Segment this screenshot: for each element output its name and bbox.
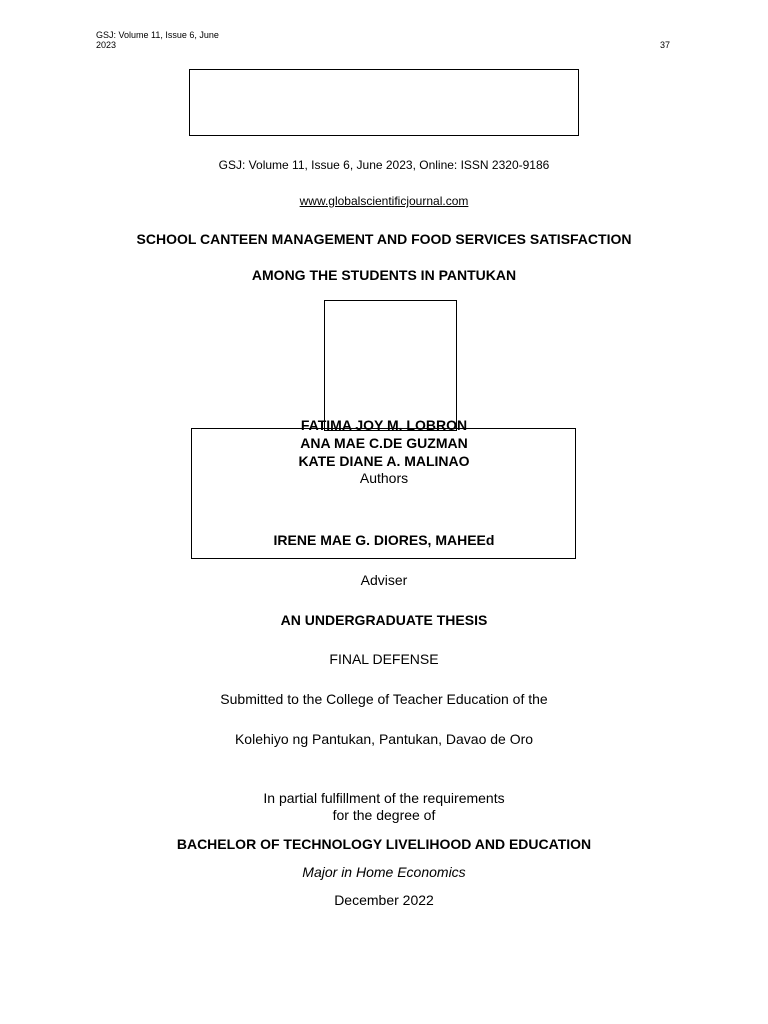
journal-website-link[interactable]: www.globalscientificjournal.com <box>299 194 469 208</box>
thesis-date: December 2022 <box>334 892 434 908</box>
authors-label: Authors <box>359 470 409 486</box>
title-line-2: AMONG THE STUDENTS IN PANTUKAN <box>251 267 517 283</box>
page-number-text: 37 <box>660 40 671 50</box>
author-name: ANA MAE C.DE GUZMAN <box>300 435 468 451</box>
journal-citation: GSJ: Volume 11, Issue 6, June 2023, Online: ISSN 2320-9186 <box>218 158 550 172</box>
author-list <box>0 416 768 470</box>
journal-website[interactable] <box>0 194 768 208</box>
author-name: KATE DIANE A. MALINAO <box>298 453 470 469</box>
fulfillment-line-1: In partial fulfillment of the requirements <box>263 790 505 806</box>
fulfillment-line-2: for the degree of <box>332 807 436 823</box>
running-header-year <box>96 40 117 50</box>
running-header-journal: GSJ: Volume 11, Issue 6, June <box>96 30 219 40</box>
running-header-year-text: 2023 <box>96 40 117 50</box>
logo-placeholder-box <box>189 69 579 136</box>
degree: BACHELOR OF TECHNOLOGY LIVELIHOOD AND EDUCATION <box>176 836 592 852</box>
title-line-1: SCHOOL CANTEEN MANAGEMENT AND FOOD SERVICES SATISFACTION <box>136 231 632 247</box>
thesis-stage: FINAL DEFENSE <box>329 651 439 667</box>
adviser-name: IRENE MAE G. DIORES, MAHEEd <box>273 532 495 548</box>
major: Major in Home Economics <box>302 864 466 880</box>
author-name: FATIMA JOY M. LOBRON <box>300 417 468 433</box>
submitted-to: Submitted to the College of Teacher Education of the <box>220 691 548 707</box>
image-placeholder-box <box>324 300 457 431</box>
thesis-type: AN UNDERGRADUATE THESIS <box>280 612 488 628</box>
page-number <box>660 40 671 50</box>
adviser-label: Adviser <box>360 572 408 588</box>
institution: Kolehiyo ng Pantukan, Pantukan, Davao de Oro <box>234 731 534 747</box>
